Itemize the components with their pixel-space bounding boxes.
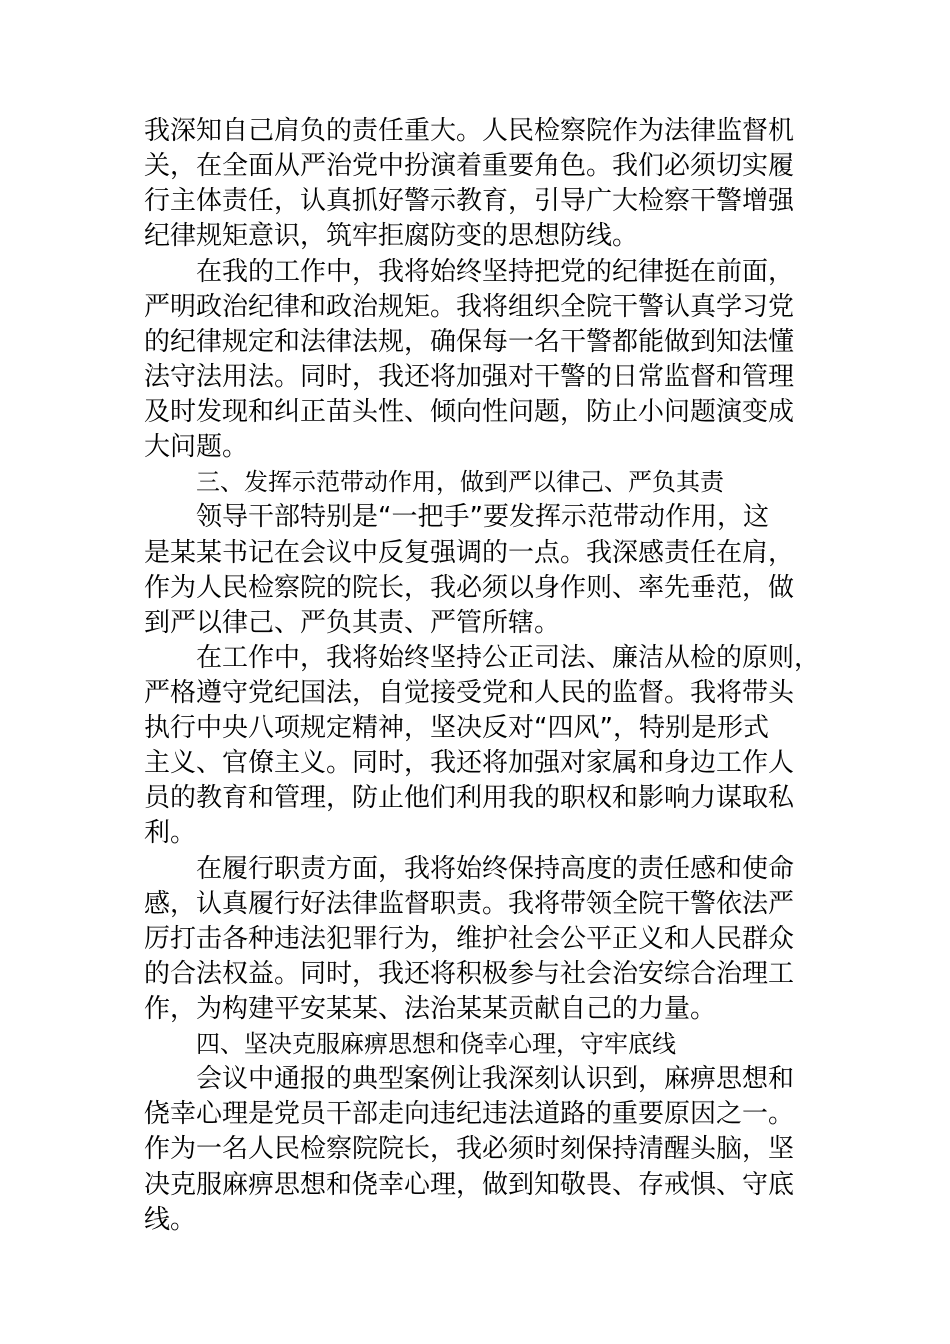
text-line: 我深知自己肩负的责任重大。人民检察院作为法律监督机 <box>144 116 795 146</box>
text-line: 主义、官僚主义。同时，我还将加强对家属和身边工作人 <box>144 748 795 778</box>
text-line: 是某某书记在会议中反复强调的一点。我深感责任在肩， <box>144 538 795 568</box>
text-line: 的合法权益。同时，我还将积极参与社会治安综合治理工 <box>144 959 795 989</box>
text-line: 作为一名人民检察院院长，我必须时刻保持清醒头脑，坚 <box>144 1134 795 1164</box>
text-line: 在我的工作中，我将始终坚持把党的纪律挺在前面， <box>196 257 795 287</box>
text-line: 到严以律己、严负其责、严管所辖。 <box>144 608 561 638</box>
section-heading: 四、坚决克服麻痹思想和侥幸心理，守牢底线 <box>196 1030 676 1058</box>
text-line: 及时发现和纠正苗头性、倾向性问题，防止小问题演变成 <box>144 397 795 427</box>
text-line: 行主体责任，认真抓好警示教育，引导广大检察干警增强 <box>144 186 795 216</box>
text-line: 法守法用法。同时，我还将加强对干警的日常监督和管理 <box>144 362 795 392</box>
text-line: 员的教育和管理，防止他们利用我的职权和影响力谋取私 <box>144 783 795 813</box>
text-line: 在工作中，我将始终坚持公正司法、廉洁从检的原则， <box>196 643 821 673</box>
text-line: 作为人民检察院的院长，我必须以身作则、率先垂范，做 <box>144 573 795 603</box>
text-line: 领导干部特别是“一把手”要发挥示范带动作用，这 <box>196 502 769 532</box>
text-line: 厉打击各种违法犯罪行为，维护社会公平正义和人民群众 <box>144 924 795 954</box>
text-line: 严格遵守党纪国法，自觉接受党和人民的监督。我将带头 <box>144 678 795 708</box>
text-line: 关，在全面从严治党中扮演着重要角色。我们必须切实履 <box>144 151 795 181</box>
text-line: 严明政治纪律和政治规矩。我将组织全院干警认真学习党 <box>144 292 795 322</box>
text-line: 决克服麻痹思想和侥幸心理，做到知敬畏、存戒惧、守底 <box>144 1170 795 1200</box>
text-line: 侥幸心理是党员干部走向违纪违法道路的重要原因之一。 <box>144 1099 795 1129</box>
text-line: 执行中央八项规定精神，坚决反对“四风”，特别是形式 <box>144 713 769 743</box>
text-line: 会议中通报的典型案例让我深刻认识到，麻痹思想和 <box>196 1064 795 1094</box>
text-line: 的纪律规定和法律法规，确保每一名干警都能做到知法懂 <box>144 327 795 357</box>
text-line: 大问题。 <box>144 432 249 462</box>
text-line: 利。 <box>144 818 197 848</box>
text-line: 纪律规矩意识，筑牢拒腐防变的思想防线。 <box>144 221 639 251</box>
text-line: 线。 <box>144 1205 197 1235</box>
section-heading: 三、发挥示范带动作用，做到严以律己、严负其责 <box>196 468 724 496</box>
text-line: 在履行职责方面，我将始终保持高度的责任感和使命 <box>196 854 795 884</box>
text-line: 作，为构建平安某某、法治某某贡献自己的力量。 <box>144 994 717 1024</box>
text-line: 感，认真履行好法律监督职责。我将带领全院干警依法严 <box>144 889 795 919</box>
